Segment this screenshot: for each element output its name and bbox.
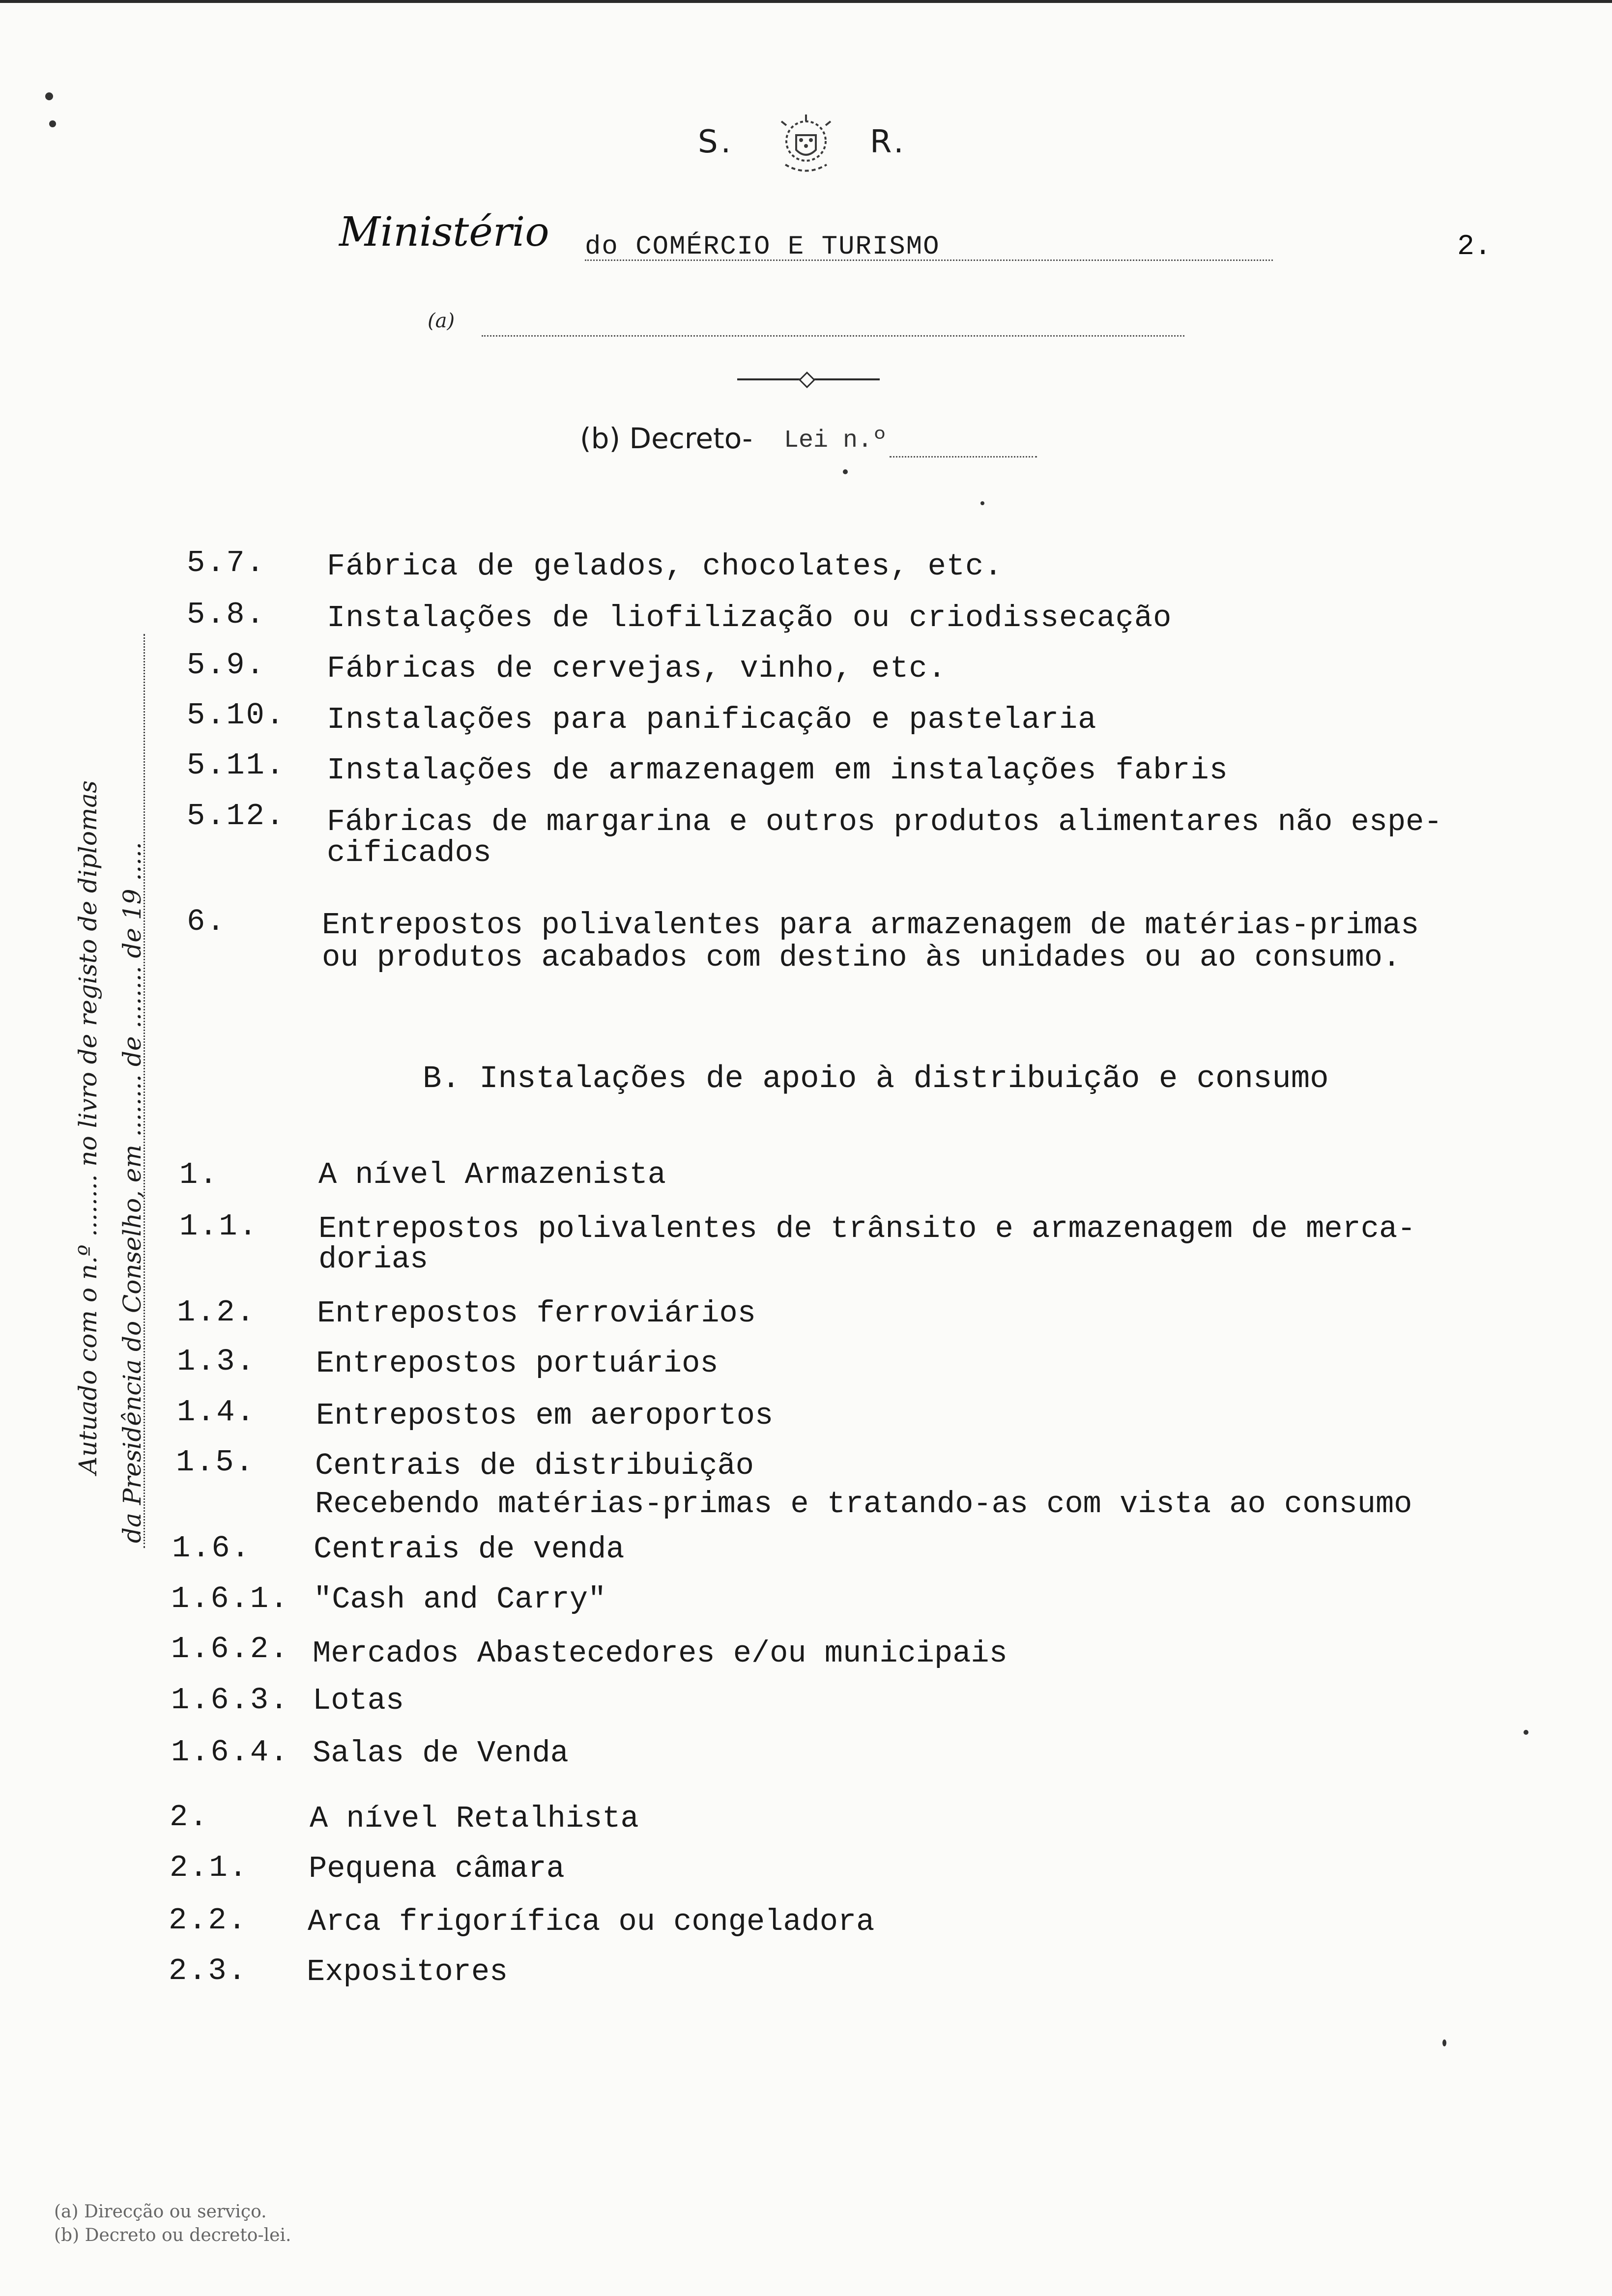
ministry-name: do COMÉRCIO E TURISMO <box>585 232 940 262</box>
margin-council-stamp: da Presidência do Conselho, em ........ de ........ de 19 ..... <box>118 842 146 1543</box>
list-a-text-cont: ou produtos acabados com destino às unidades ou ao consumo. <box>322 940 1401 975</box>
list-b-text: Entrepostos ferroviários <box>317 1296 756 1331</box>
list-a-num: 5.11. <box>187 748 286 783</box>
list-a-num: 5.9. <box>187 648 266 683</box>
footnote-b: (b) Decreto ou decreto-lei. <box>54 2225 291 2245</box>
list-a-text: Fábricas de margarina e outros produtos alimentares não espe- <box>327 804 1442 839</box>
scan-speck <box>1524 1730 1528 1735</box>
list-b-num: 1.2. <box>177 1295 256 1330</box>
decree-dotted-line <box>890 456 1037 458</box>
scan-speck <box>843 469 848 474</box>
list-b-text: A nível Armazenista <box>318 1157 666 1192</box>
list-b-num: 1.6.3. <box>171 1683 290 1718</box>
list-b-text: Expositores <box>307 1954 508 1989</box>
list-a-num: 5.7. <box>187 545 266 580</box>
scan-speck <box>49 120 56 127</box>
header-left-letter: S. <box>698 124 734 160</box>
list-b-num: 1.6.2. <box>171 1632 290 1666</box>
list-b-text: Lotas <box>313 1683 404 1718</box>
list-b-text: Centrais de venda <box>314 1532 625 1567</box>
decree-label: (b) Decreto- <box>580 422 753 455</box>
list-a-text: Instalações para panificação e pastelaria <box>327 702 1097 737</box>
decree-value: Lei n.º <box>784 427 888 455</box>
list-b-num: 1.6.4. <box>171 1735 290 1770</box>
ministry-label: Ministério <box>339 209 549 256</box>
list-b-num: 1.3. <box>177 1344 256 1379</box>
list-b-num: 2. <box>170 1800 209 1835</box>
list-a-text-cont: cificados <box>327 835 491 870</box>
list-b-text: A nível Retalhista <box>310 1801 639 1836</box>
list-a-num: 6. <box>187 904 227 939</box>
list-a-text: Entrepostos polivalentes para armazenagem de matérias-primas <box>322 908 1419 943</box>
list-a-num: 5.12. <box>187 799 286 833</box>
list-b-num: 1.6.1. <box>171 1581 290 1616</box>
scan-speck <box>1442 2039 1446 2046</box>
list-b-num: 1.5. <box>176 1445 255 1480</box>
list-a-num: 5.10. <box>187 698 286 733</box>
list-a-text: Instalações de armazenagem em instalações fabris <box>327 753 1228 788</box>
header-right-letter: R. <box>870 124 907 160</box>
list-b-text: Entrepostos polivalentes de trânsito e armazenagem de merca- <box>318 1211 1416 1246</box>
scan-speck <box>45 92 53 100</box>
list-a-text: Fábrica de gelados, chocolates, etc. <box>327 549 1003 584</box>
footnote-a: (a) Direcção ou serviço. <box>54 2202 267 2222</box>
list-b-num: 1. <box>179 1157 219 1192</box>
line-a-label: (a) <box>428 310 455 332</box>
top-border <box>0 0 1612 3</box>
list-a-text: Fábricas de cervejas, vinho, etc. <box>327 651 947 686</box>
ministry-dotted-line <box>585 259 1273 261</box>
list-a-text: Instalações de liofilização ou criodissecação <box>327 601 1172 635</box>
line-a-dotted <box>482 335 1184 337</box>
list-b-text: "Cash and Carry" <box>314 1582 606 1617</box>
list-b-num: 1.1. <box>179 1209 259 1244</box>
separator-diamond <box>799 372 815 388</box>
list-b-text: Pequena câmara <box>309 1851 565 1886</box>
list-b-num: 2.2. <box>169 1903 248 1938</box>
list-a-num: 5.8. <box>187 597 266 632</box>
list-b-text: Mercados Abastecedores e/ou municipais <box>313 1636 1008 1671</box>
scan-speck <box>980 501 984 505</box>
list-b-text-cont: Recebendo matérias-primas e tratando-as com vista ao consumo <box>315 1487 1412 1521</box>
list-b-text-cont: dorias <box>318 1242 429 1277</box>
page-number: 2. <box>1457 231 1492 263</box>
margin-dotted-line <box>144 634 145 1548</box>
list-b-text: Centrais de distribuição <box>315 1448 754 1483</box>
list-b-text: Salas de Venda <box>313 1736 569 1771</box>
list-b-text: Arca frigorífica ou congeladora <box>308 1904 875 1939</box>
section-b-title: B. Instalações de apoio à distribuição e consumo <box>423 1062 1329 1097</box>
list-b-text: Entrepostos portuários <box>316 1346 719 1381</box>
list-b-num: 2.1. <box>170 1850 249 1885</box>
list-b-num: 2.3. <box>169 1953 248 1988</box>
margin-registration-stamp: Autuado com o n.º ........ no livro de registo de diplomas <box>74 780 102 1474</box>
list-b-text: Entrepostos em aeroportos <box>316 1398 774 1433</box>
list-b-num: 1.6. <box>172 1531 251 1566</box>
coat-of-arms-emblem-icon <box>767 111 845 184</box>
list-b-num: 1.4. <box>177 1395 256 1430</box>
